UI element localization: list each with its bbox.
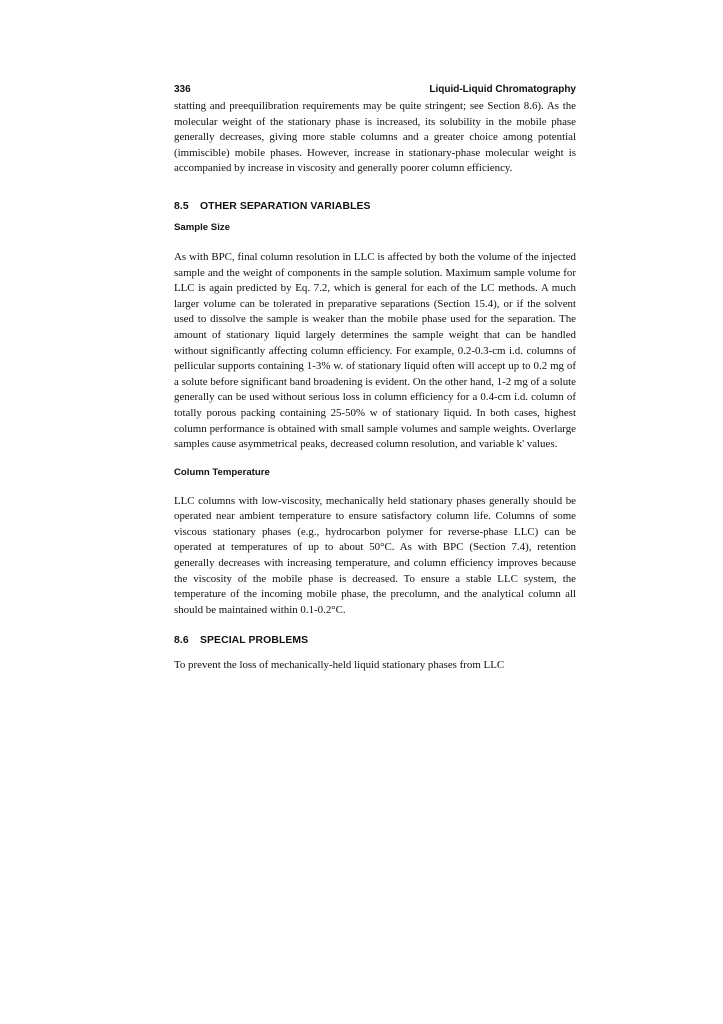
section-title: SPECIAL PROBLEMS xyxy=(200,635,309,647)
page-number: 336 xyxy=(174,84,191,95)
intro-paragraph: statting and preequilibration requirements may be quite stringent; see Section 8.6). As the molecular weight of the stationary phase is increased, its solubility in the mobile phase generally decreases, giving more stable columns and a greater choice among potential (immiscible) mobile phases. However, increase in stationary-phase molecular weight is accompanied by increase in viscosity and generally poorer column efficiency. xyxy=(174,100,576,175)
subheading-column-temperature: Column Temperature xyxy=(174,466,270,478)
running-head xyxy=(174,84,576,97)
section-number: 8.5 xyxy=(174,200,189,212)
book-page xyxy=(174,84,576,674)
special-problems-paragraph: To prevent the loss of mechanically-held liquid stationary phases from LLC xyxy=(174,659,505,672)
sample-size-paragraph: As with BPC, final column resolution in LLC is affected by both the volume of the injected sample and the weight of components in the sample solution. Maximum sample volume for LLC is again predicted by Eq. 7.2, which is general for each of the LC methods. A much larger volume can be tolerated in preparative separations (Section 15.4), or if the solvent used to dissolve the sample is weaker than the mobile phase used for the separation. The amount of stationary liquid largely determines the sample weight that can be handled without significantly affecting column efficiency. For example, 0.2-0.3-cm i.d. columns of pellicular supports containing 1-3% w. of stationary liquid often will accept up to 0.2 mg of a solute before significant band broadening is evident. On the other hand, 1-2 mg of a solute generally can be used without serious loss in column efficiency for a 0.4-cm i.d. column of totally porous packing containing 25-50% w of stationary liquid. In both cases, highest column performance is obtained with small sample volumes and sample weights. Overlarge samples cause asymmetrical peaks, decreased column resolution, and variable k' values. xyxy=(174,250,576,451)
section-title: OTHER SEPARATION VARIABLES xyxy=(200,200,371,212)
running-title: Liquid-Liquid Chromatography xyxy=(429,84,576,95)
section-heading-8-6 xyxy=(174,635,576,646)
column-temperature-paragraph: LLC columns with low-viscosity, mechanically held stationary phases generally should be operated near ambient temperature to ensure satisfactory column life. Columns of some viscous stationary phases (e.g., hydrocarbon polymer for reverse-phase LLC) can be operated at temperatures of up to about 50°C. As with BPC (Section 7.4), retention generally decreases with increasing temperature, and column efficiency improves because the viscosity of the mobile phase is decreased. To ensure a stable LLC system, the temperature of the incoming mobile phase, the precolumn, and the analytical column all should be maintained within 0.1-0.2°C. xyxy=(174,494,576,616)
section-heading-8-5 xyxy=(174,201,576,212)
subheading-sample-size: Sample Size xyxy=(174,221,230,233)
section-number: 8.6 xyxy=(174,635,189,647)
